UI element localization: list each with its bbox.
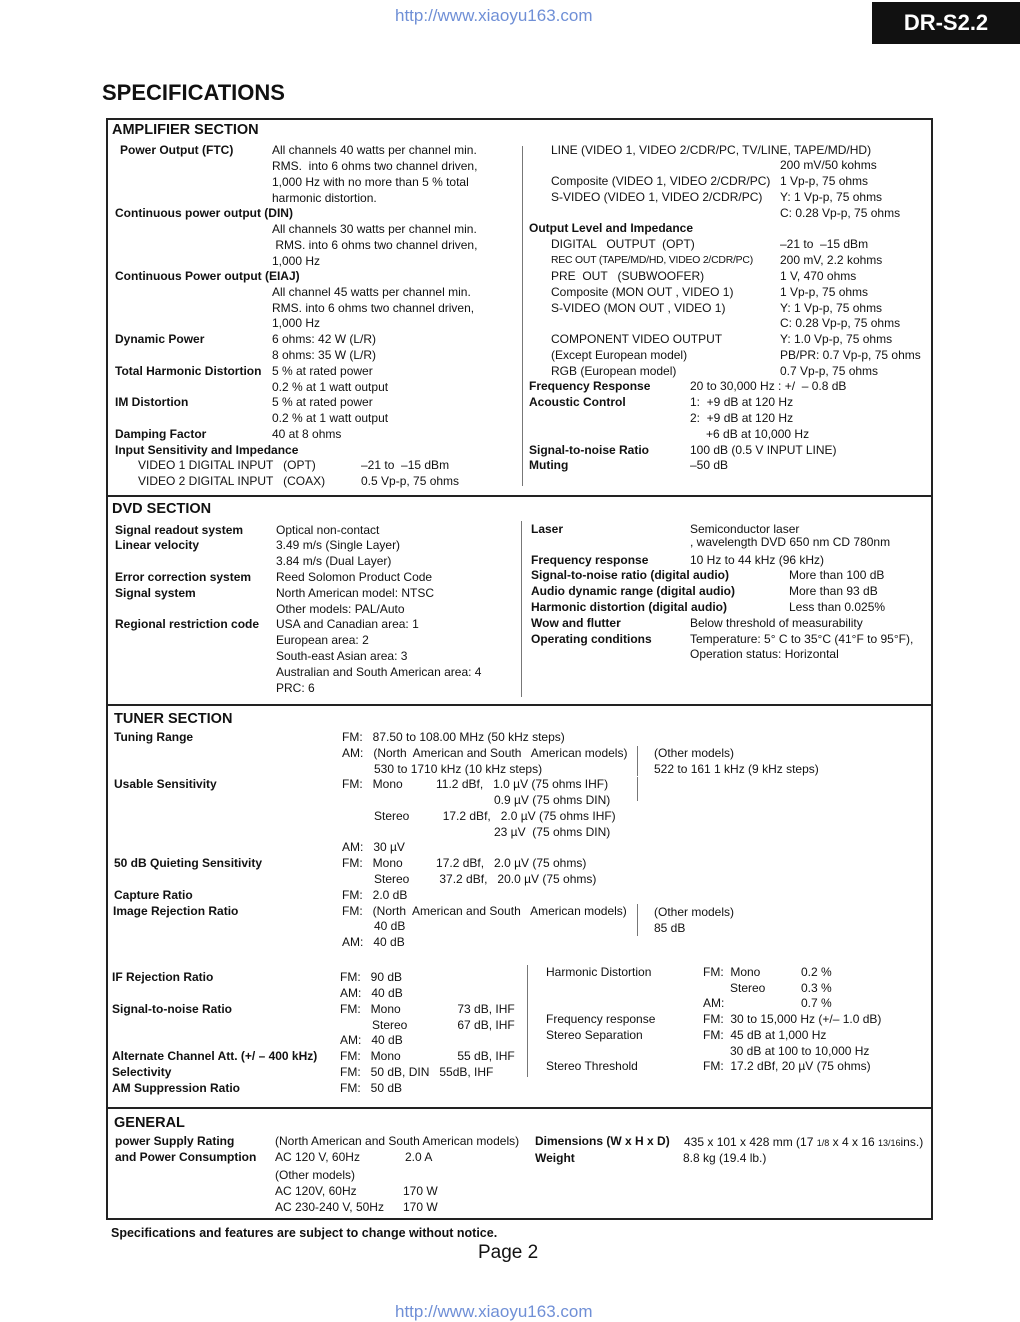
- spec-value: Less than 0.025%: [789, 600, 886, 614]
- spec-value: FM: (North American and South American models): [342, 904, 627, 918]
- spec-value: 170 W: [403, 1200, 438, 1214]
- amplifier-heading: AMPLIFIER SECTION: [112, 122, 259, 138]
- spec-value: RMS. into 6 ohms two channel driven,: [272, 238, 478, 252]
- spec-label: Tuning Range: [114, 730, 194, 744]
- spec-label: Signal readout system: [115, 523, 244, 537]
- spec-value: FM: Mono 73 dB, IHF: [340, 1002, 515, 1016]
- spec-value: 23 µV (75 ohms DIN): [494, 825, 611, 839]
- spec-label: Stereo Threshold: [546, 1059, 638, 1073]
- spec-value: 0.7 Vp-p, 75 ohms: [780, 364, 879, 378]
- spec-value: 0.2 % at 1 watt output: [272, 411, 389, 425]
- spec-value: All channel 45 watts per channel min.: [272, 285, 471, 299]
- spec-value: Temperature: 5° C to 35°C (41°F to 95°F),: [690, 632, 914, 646]
- spec-label: Audio dynamic range (digital audio): [531, 584, 736, 598]
- spec-value: 522 to 161 1 kHz (9 kHz steps): [654, 762, 819, 776]
- spec-value: (Other models): [654, 746, 735, 760]
- tuner-divider-upper-1: [637, 746, 638, 776]
- dimensions-main: 435 x 101 x 428 mm (17: [684, 1135, 814, 1149]
- spec-value: All channels 30 watts per channel min.: [272, 222, 477, 236]
- spec-value: (Other models): [654, 905, 735, 919]
- spec-value: S-VIDEO (MON OUT , VIDEO 1): [551, 301, 726, 315]
- spec-label: Harmonic distortion (digital audio): [531, 600, 727, 614]
- spec-value: More than 93 dB: [789, 584, 878, 598]
- spec-value: Y: 1 Vp-p, 75 ohms: [780, 190, 883, 204]
- spec-value: 1 V, 470 ohms: [780, 269, 857, 283]
- general-heading: GENERAL: [114, 1115, 185, 1131]
- spec-value: 30 dB at 100 to 10,000 Hz: [730, 1044, 870, 1058]
- disclaimer-note: Specifications and features are subject to change without notice.: [111, 1226, 498, 1240]
- page-number: Page 2: [478, 1242, 539, 1263]
- spec-value: (Except European model): [551, 348, 688, 362]
- spec-value: Australian and South American area: 4: [276, 665, 482, 679]
- spec-label: Signal-to-noise Ratio: [112, 1002, 232, 1016]
- spec-value: LINE (VIDEO 1, VIDEO 2/CDR/PC, TV/LINE, TAPE/MD/HD): [551, 143, 872, 157]
- spec-value: 5 % at rated power: [272, 364, 373, 378]
- spec-value: 2.0 A: [405, 1150, 433, 1164]
- spec-value: Y: 1.0 Vp-p, 75 ohms: [780, 332, 893, 346]
- spec-value: Optical non-contact: [276, 523, 380, 537]
- spec-value: FM: 45 dB at 1,000 Hz: [703, 1028, 827, 1042]
- spec-value: AC 120 V, 60Hz: [275, 1150, 360, 1164]
- spec-value: S-VIDEO (VIDEO 1, VIDEO 2/CDR/PC): [551, 190, 763, 204]
- spec-label: Continuous power output (DIN): [115, 206, 293, 220]
- spec-value: 1,000 Hz with no more than 5 % total: [272, 175, 469, 189]
- dimensions-fraction: 13/16: [877, 1138, 901, 1148]
- spec-value: 1: +9 dB at 120 Hz: [690, 395, 794, 409]
- spec-label: Signal system: [115, 586, 196, 600]
- spec-value: All channels 40 watts per channel min.: [272, 143, 477, 157]
- spec-value: 3.49 m/s (Single Layer): [276, 538, 401, 552]
- spec-value: Stereo 67 dB, IHF: [372, 1018, 515, 1032]
- spec-value: 20 to 30,000 Hz : +/ – 0.8 dB: [690, 379, 847, 393]
- spec-value: (Other models): [275, 1168, 356, 1182]
- spec-value: DIGITAL OUTPUT (OPT): [551, 237, 695, 251]
- tuner-divider-lower: [527, 965, 528, 1077]
- spec-value: +6 dB at 10,000 Hz: [706, 427, 810, 441]
- spec-label: Signal-to-noise Ratio: [529, 443, 649, 457]
- spec-label: Frequency response: [546, 1012, 656, 1026]
- spec-value: FM: 2.0 dB: [342, 888, 408, 902]
- spec-value: Stereo 17.2 dBf, 2.0 µV (75 ohms IHF): [374, 809, 616, 823]
- spec-value: 40 at 8 ohms: [272, 427, 342, 441]
- spec-label: and Power Consumption: [115, 1150, 257, 1164]
- spec-label: Continuous Power output (EIAJ): [115, 269, 300, 283]
- spec-value: 5 % at rated power: [272, 395, 373, 409]
- spec-value: AM: 40 dB: [342, 935, 405, 949]
- spec-value: 100 dB (0.5 V INPUT LINE): [690, 443, 837, 457]
- spec-value: 1,000 Hz: [272, 254, 321, 268]
- spec-value: FM: 90 dB: [340, 970, 403, 984]
- spec-value: AC 230-240 V, 50Hz: [275, 1200, 384, 1214]
- input-value: –21 to –15 dBm: [361, 458, 450, 472]
- tuner-divider-upper-2: [637, 777, 638, 801]
- dvd-divider: [521, 521, 522, 697]
- spec-value: FM: 50 dB: [340, 1081, 403, 1095]
- spec-label: IF Rejection Ratio: [112, 970, 214, 984]
- spec-value: FM: Mono: [703, 965, 761, 979]
- spec-label: Selectivity: [112, 1065, 172, 1079]
- spec-value: COMPONENT VIDEO OUTPUT: [551, 332, 723, 346]
- spec-value: 1,000 Hz: [272, 316, 321, 330]
- spec-value: Other models: PAL/Auto: [276, 602, 405, 616]
- spec-value: RMS. into 6 ohms two channel driven,: [272, 159, 478, 173]
- page-title: SPECIFICATIONS: [102, 80, 285, 105]
- spec-value: (North American and South American models): [275, 1134, 520, 1148]
- tuner-divider-image: [637, 904, 638, 936]
- spec-value: 200 mV/50 kohms: [780, 158, 877, 172]
- spec-value: 0.9 µV (75 ohms DIN): [494, 793, 611, 807]
- spec-value: FM: 17.2 dBf, 20 µV (75 ohms): [703, 1059, 871, 1073]
- spec-label: Acoustic Control: [529, 395, 626, 409]
- spec-label: Stereo Separation: [546, 1028, 643, 1042]
- spec-label: 50 dB Quieting Sensitivity: [114, 856, 263, 870]
- dimensions-end: ins.): [900, 1135, 924, 1149]
- spec-value: 0.7 %: [801, 996, 832, 1010]
- spec-value: 0.3 %: [801, 981, 832, 995]
- spec-value: South-east Asian area: 3: [276, 649, 408, 663]
- spec-label: Output Level and Impedance: [529, 221, 694, 235]
- spec-value: REC OUT (TAPE/MD/HD, VIDEO 2/CDR/PC): [551, 255, 753, 266]
- spec-value: –21 to –15 dBm: [780, 237, 869, 251]
- spec-value: C: 0.28 Vp-p, 75 ohms: [780, 316, 901, 330]
- spec-value: North American model: NTSC: [276, 586, 435, 600]
- spec-label: Power Output (FTC): [120, 143, 234, 157]
- spec-value: 200 mV, 2.2 kohms: [780, 253, 883, 267]
- spec-value: 530 to 1710 kHz (10 kHz steps): [374, 762, 543, 776]
- spec-value: FM: Mono 55 dB, IHF: [340, 1049, 515, 1063]
- spec-value: Operation status: Horizontal: [690, 647, 839, 661]
- spec-label: Damping Factor: [115, 427, 207, 441]
- spec-label: IM Distortion: [115, 395, 189, 409]
- spec-label: Wow and flutter: [531, 616, 621, 630]
- spec-label: Laser: [531, 522, 564, 536]
- spec-label: Total Harmonic Distortion: [115, 364, 262, 378]
- top-url[interactable]: http://www.xiaoyu163.com: [395, 6, 593, 25]
- tuner-heading: TUNER SECTION: [114, 711, 233, 727]
- spec-value: European area: 2: [276, 633, 369, 647]
- spec-value: RGB (European model): [551, 364, 677, 378]
- input-name: VIDEO 1 DIGITAL INPUT (OPT): [138, 458, 316, 472]
- spec-value: 3.84 m/s (Dual Layer): [276, 554, 392, 568]
- dimensions-mid: x 4 x 16: [832, 1135, 875, 1149]
- spec-label: Frequency Response: [529, 379, 651, 393]
- spec-value: AM:: [703, 996, 725, 1010]
- spec-value: Stereo: [730, 981, 766, 995]
- spec-label: Error correction system: [115, 570, 252, 584]
- spec-value: FM: 87.50 to 108.00 MHz (50 kHz steps): [342, 730, 565, 744]
- dimensions-fraction: 1/8: [816, 1138, 830, 1148]
- spec-label: Regional restriction code: [115, 617, 260, 631]
- spec-value: AC 120V, 60Hz: [275, 1184, 357, 1198]
- spec-value: PRC: 6: [276, 681, 315, 695]
- input-value: 0.5 Vp-p, 75 ohms: [361, 474, 460, 488]
- spec-value: Stereo 37.2 dBf, 20.0 µV (75 ohms): [374, 872, 597, 886]
- spec-value: 10 Hz to 44 kHz (96 kHz): [690, 553, 825, 567]
- spec-value: FM: 50 dB, DIN 55dB, IHF: [340, 1065, 494, 1079]
- spec-value: PB/PR: 0.7 Vp-p, 75 ohms: [780, 348, 921, 362]
- spec-value: FM: 30 to 15,000 Hz (+/– 1.0 dB): [703, 1012, 882, 1026]
- spec-value: Semiconductor laser: [690, 522, 800, 536]
- dvd-heading: DVD SECTION: [112, 501, 212, 517]
- spec-value: 0.2 % at 1 watt output: [272, 380, 389, 394]
- spec-label: AM Suppression Ratio: [112, 1081, 241, 1095]
- spec-value: FM: Mono 11.2 dBf, 1.0 µV (75 ohms IHF): [342, 777, 609, 791]
- spec-label: Harmonic Distortion: [546, 965, 652, 979]
- bottom-url[interactable]: http://www.xiaoyu163.com: [395, 1302, 593, 1321]
- spec-label: Dynamic Power: [115, 332, 205, 346]
- spec-label: Operating conditions: [531, 632, 652, 646]
- spec-label: Linear velocity: [115, 538, 200, 552]
- spec-value: USA and Canadian area: 1: [276, 617, 419, 631]
- spec-value: Composite (MON OUT , VIDEO 1): [551, 285, 734, 299]
- spec-value: 2: +9 dB at 120 Hz: [690, 411, 794, 425]
- model-badge: DR-S2.2: [872, 2, 1020, 44]
- spec-label: Image Rejection Ratio: [113, 904, 239, 918]
- spec-label: power Supply Rating: [115, 1134, 235, 1148]
- spec-value: AM: 40 dB: [340, 1033, 403, 1047]
- spec-value: FM: Mono 17.2 dBf, 2.0 µV (75 ohms): [342, 856, 587, 870]
- spec-value: –50 dB: [690, 458, 729, 472]
- spec-value: AM: (North American and South American models): [342, 746, 628, 760]
- spec-label: Input Sensitivity and Impedance: [115, 443, 299, 457]
- spec-value: 1 Vp-p, 75 ohms: [780, 285, 869, 299]
- spec-value: 170 W: [403, 1184, 438, 1198]
- spec-value: 1 Vp-p, 75 ohms: [780, 174, 869, 188]
- input-name: VIDEO 2 DIGITAL INPUT (COAX): [138, 474, 326, 488]
- amplifier-divider: [522, 146, 523, 486]
- spec-value: C: 0.28 Vp-p, 75 ohms: [780, 206, 901, 220]
- spec-label: Weight: [535, 1151, 575, 1165]
- spec-value: Y: 1 Vp-p, 75 ohms: [780, 301, 883, 315]
- spec-value: 6 ohms: 42 W (L/R): [272, 332, 377, 346]
- spec-value: harmonic distortion.: [272, 191, 377, 205]
- spec-label: Muting: [529, 458, 569, 472]
- spec-label: Alternate Channel Att. (+/ – 400 kHz): [112, 1049, 318, 1063]
- spec-value: Reed Solomon Product Code: [276, 570, 433, 584]
- weight-value: 8.8 kg (19.4 lb.): [683, 1151, 767, 1165]
- spec-value: 85 dB: [654, 921, 686, 935]
- spec-label: Dimensions (W x H x D): [535, 1134, 670, 1148]
- spec-value: AM: 30 µV: [342, 840, 405, 854]
- spec-value: Below threshold of measurability: [690, 616, 863, 630]
- spec-value: PRE OUT (SUBWOOFER): [551, 269, 705, 283]
- spec-value: , wavelength DVD 650 nm CD 780nm: [690, 535, 891, 549]
- spec-label: Capture Ratio: [114, 888, 193, 902]
- spec-label: Frequency response: [531, 553, 649, 567]
- spec-value: 40 dB: [374, 919, 406, 933]
- spec-label: Usable Sensitivity: [114, 777, 217, 791]
- dimensions-value: [684, 1135, 923, 1152]
- spec-value: Composite (VIDEO 1, VIDEO 2/CDR/PC): [551, 174, 771, 188]
- spec-value: More than 100 dB: [789, 568, 885, 582]
- spec-value: 8 ohms: 35 W (L/R): [272, 348, 377, 362]
- spec-value: RMS. into 6 ohms two channel driven,: [272, 301, 475, 315]
- spec-value: AM: 40 dB: [340, 986, 403, 1000]
- spec-label: Signal-to-noise ratio (digital audio): [531, 568, 729, 582]
- spec-value: 0.2 %: [801, 965, 832, 979]
